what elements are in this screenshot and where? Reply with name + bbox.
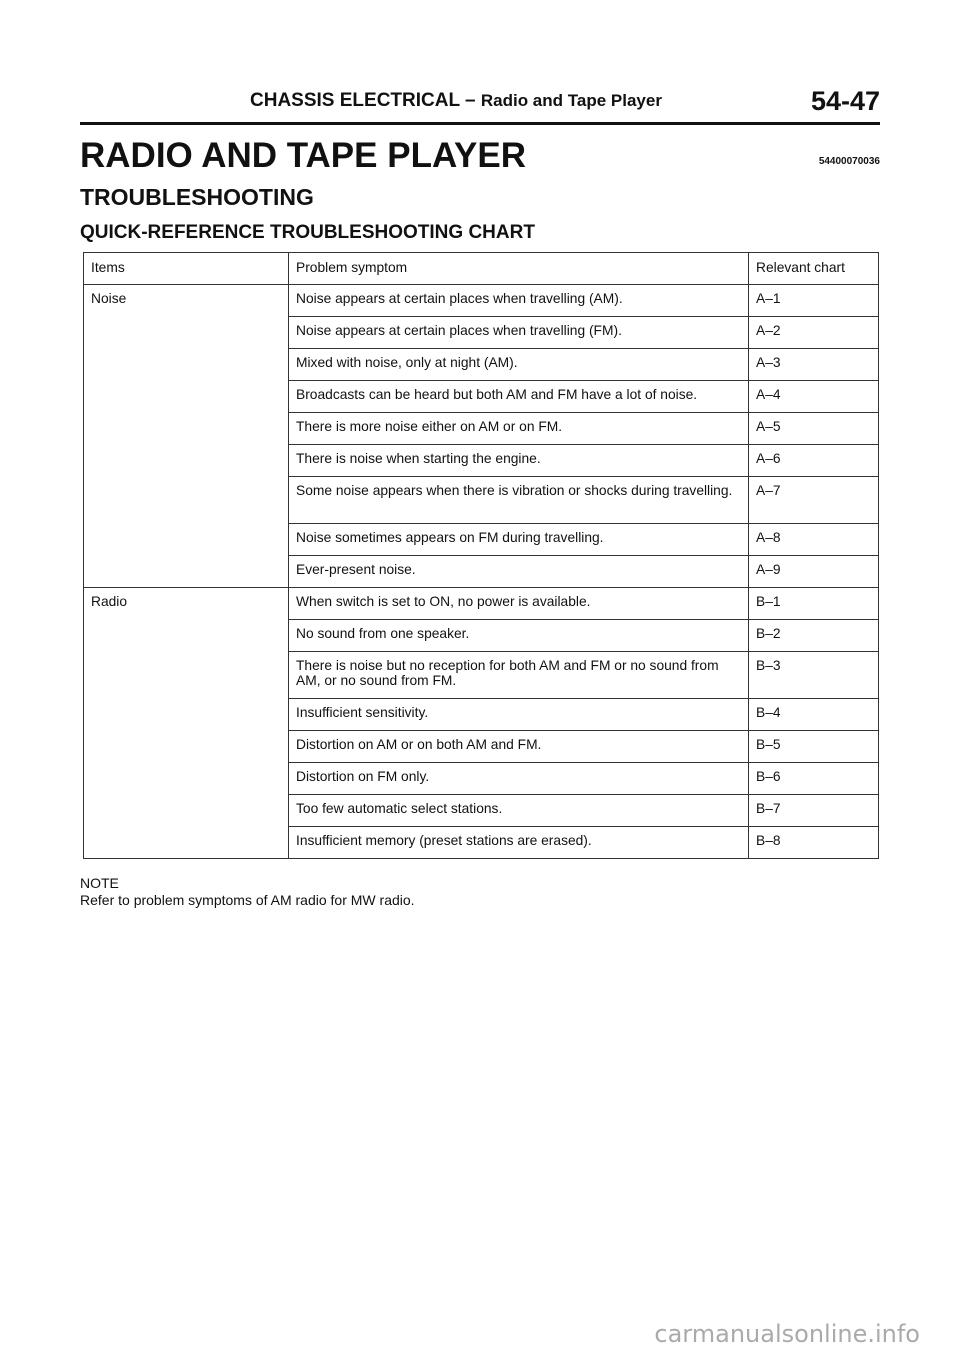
- chart-cell: B–1: [749, 588, 879, 620]
- note: [80, 875, 415, 909]
- chart-cell: B–4: [749, 699, 879, 731]
- page-header: [80, 88, 880, 125]
- item-cell: Noise: [84, 285, 289, 588]
- symptom-cell: There is noise but no reception for both AM and FM or no sound from AM, or no sound from FM.: [289, 652, 749, 699]
- symptom-cell: No sound from one speaker.: [289, 620, 749, 652]
- chart-cell: B–8: [749, 827, 879, 859]
- troubleshooting-table: [83, 252, 879, 859]
- chart-cell: A–8: [749, 524, 879, 556]
- page-number: 54-47: [810, 86, 880, 116]
- symptom-cell: Distortion on AM or on both AM and FM.: [289, 731, 749, 763]
- column-header-items: Items: [84, 253, 289, 285]
- table-body: [84, 285, 879, 859]
- symptom-cell: Too few automatic select stations.: [289, 795, 749, 827]
- header-section-title: [250, 90, 662, 112]
- symptom-cell: Noise appears at certain places when travelling (FM).: [289, 317, 749, 349]
- symptom-cell: When switch is set to ON, no power is available.: [289, 588, 749, 620]
- symptom-cell: There is noise when starting the engine.: [289, 445, 749, 477]
- symptom-cell: Broadcasts can be heard but both AM and FM have a lot of noise.: [289, 381, 749, 413]
- chart-cell: B–6: [749, 763, 879, 795]
- symptom-cell: There is more noise either on AM or on FM.: [289, 413, 749, 445]
- note-text: Refer to problem symptoms of AM radio for MW radio.: [80, 892, 415, 908]
- column-header-chart: Relevant chart: [749, 253, 879, 285]
- header-section: CHASSIS ELECTRICAL: [250, 90, 460, 111]
- table-row: [84, 285, 879, 317]
- chart-cell: A–1: [749, 285, 879, 317]
- section-heading: TROUBLESHOOTING: [80, 184, 314, 210]
- symptom-cell: Noise sometimes appears on FM during travelling.: [289, 524, 749, 556]
- chart-heading: QUICK-REFERENCE TROUBLESHOOTING CHART: [80, 222, 535, 243]
- item-cell: Radio: [84, 588, 289, 859]
- watermark: carmanualsonline.info: [654, 1320, 920, 1348]
- document-code: 54400070036: [818, 156, 880, 167]
- chart-cell: A–9: [749, 556, 879, 588]
- chart-cell: A–6: [749, 445, 879, 477]
- chart-cell: B–3: [749, 652, 879, 699]
- symptom-cell: Insufficient memory (preset stations are erased).: [289, 827, 749, 859]
- chart-cell: A–4: [749, 381, 879, 413]
- symptom-cell: Insufficient sensitivity.: [289, 699, 749, 731]
- chart-cell: A–2: [749, 317, 879, 349]
- page-title: RADIO AND TAPE PLAYER: [80, 136, 526, 175]
- table-header-row: [84, 253, 879, 285]
- symptom-cell: Distortion on FM only.: [289, 763, 749, 795]
- header-subsection: Radio and Tape Player: [480, 91, 662, 110]
- chart-cell: B–7: [749, 795, 879, 827]
- column-header-symptom: Problem symptom: [289, 253, 749, 285]
- symptom-cell: Ever-present noise.: [289, 556, 749, 588]
- symptom-cell: Some noise appears when there is vibration or shocks during travelling.: [289, 477, 749, 524]
- table-row: [84, 588, 879, 620]
- symptom-cell: Mixed with noise, only at night (AM).: [289, 349, 749, 381]
- chart-cell: B–2: [749, 620, 879, 652]
- chart-cell: B–5: [749, 731, 879, 763]
- chart-cell: A–3: [749, 349, 879, 381]
- symptom-cell: Noise appears at certain places when travelling (AM).: [289, 285, 749, 317]
- note-label: NOTE: [80, 875, 119, 891]
- header-dash: –: [459, 90, 481, 111]
- chart-cell: A–7: [749, 477, 879, 524]
- chart-cell: A–5: [749, 413, 879, 445]
